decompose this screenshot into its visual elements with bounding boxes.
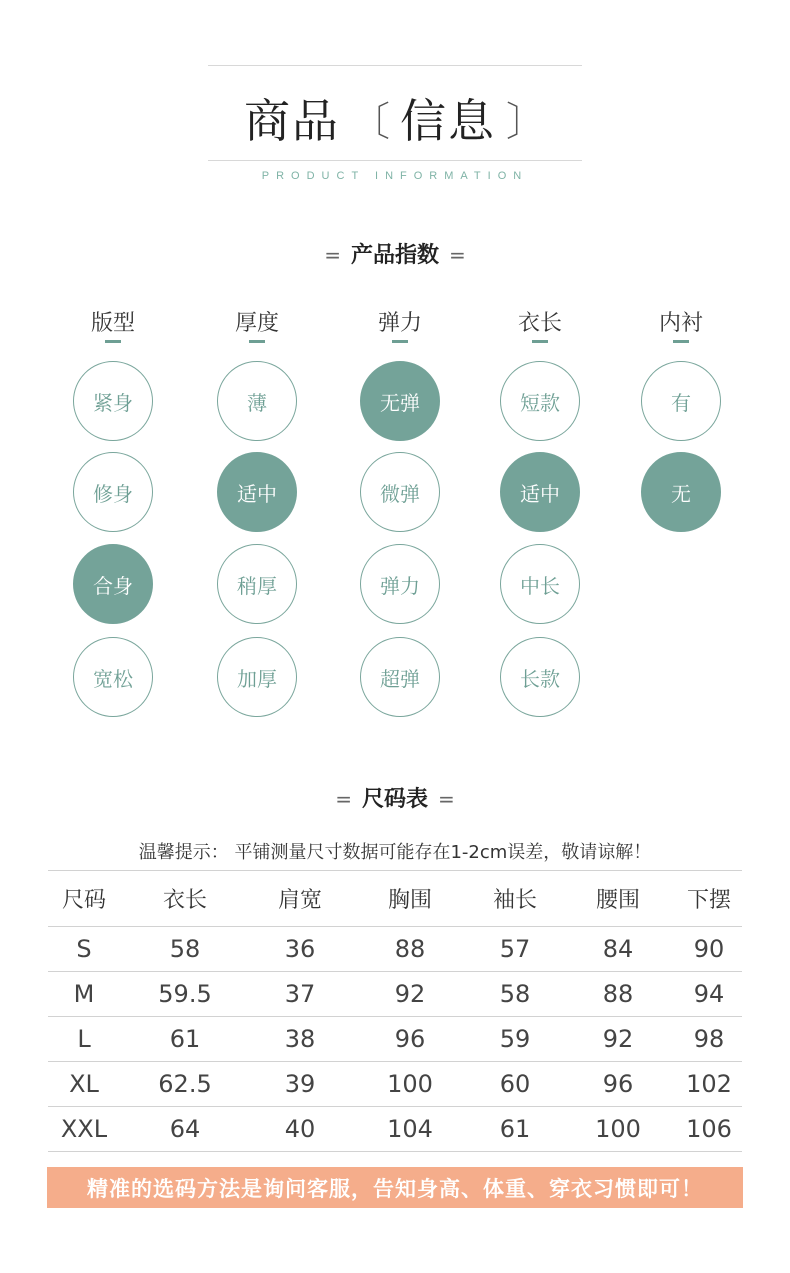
index-option: 紧身 [73, 361, 153, 441]
index-option: 微弹 [360, 452, 440, 532]
index-option: 稍厚 [217, 544, 297, 624]
index-option: 修身 [73, 452, 153, 532]
measurement-cell: 104 [350, 1107, 470, 1152]
index-option: 超弹 [360, 637, 440, 717]
measurement-cell: 100 [350, 1062, 470, 1107]
measurement-cell: 96 [560, 1062, 676, 1107]
measurement-cell: 88 [350, 927, 470, 972]
index-column-label: 版型 [90, 311, 135, 336]
measurement-cell: 38 [250, 1017, 350, 1062]
index-option: 短款 [500, 361, 580, 441]
measurement-cell: 98 [676, 1017, 742, 1062]
size-table [48, 870, 742, 1152]
page-title [0, 88, 790, 148]
table-row [48, 1107, 742, 1152]
index-column-underline [249, 340, 265, 343]
table-row [48, 1017, 742, 1062]
measurement-cell: 61 [120, 1017, 250, 1062]
index-option-selected: 适中 [217, 452, 297, 532]
measurement-tip: 温馨提示： 平铺测量尺寸数据可能存在1-2cm误差，敬请谅解！ [138, 842, 652, 863]
measurement-cell: 106 [676, 1107, 742, 1152]
measurement-cell: 59.5 [120, 972, 250, 1017]
measurement-cell: 39 [250, 1062, 350, 1107]
measurement-cell: 57 [470, 927, 560, 972]
size-advice-banner: 精准的选码方法是询问客服，告知身高、体重、穿衣习惯即可！ [47, 1167, 743, 1208]
index-option-selected: 合身 [73, 544, 153, 624]
index-column-underline [532, 340, 548, 343]
index-option: 长款 [500, 637, 580, 717]
index-column-label: 厚度 [234, 311, 279, 336]
title-right: 信息 [400, 94, 496, 148]
size-label-cell: XL [48, 1062, 120, 1107]
index-option: 宽松 [73, 637, 153, 717]
measurement-cell: 102 [676, 1062, 742, 1107]
table-header-cell: 尺码 [48, 871, 120, 927]
index-column-label: 弹力 [377, 311, 422, 336]
table-header-cell: 胸围 [350, 871, 470, 927]
index-column-underline [105, 340, 121, 343]
page-subtitle: PRODUCT INFORMATION [261, 170, 529, 182]
measurement-cell: 62.5 [120, 1062, 250, 1107]
header-top-line [208, 65, 582, 66]
measurement-cell: 61 [470, 1107, 560, 1152]
measurement-cell: 64 [120, 1107, 250, 1152]
measurement-cell: 92 [560, 1017, 676, 1062]
index-column-underline [673, 340, 689, 343]
size-label-cell: L [48, 1017, 120, 1062]
index-option-selected: 无 [641, 452, 721, 532]
table-header-cell: 袖长 [470, 871, 560, 927]
measurement-cell: 90 [676, 927, 742, 972]
measurement-cell: 59 [470, 1017, 560, 1062]
index-column-label: 衣长 [517, 311, 562, 336]
table-header-cell: 肩宽 [250, 871, 350, 927]
index-option: 中长 [500, 544, 580, 624]
bracket-open: 〔 [350, 98, 390, 145]
header-bottom-line [208, 160, 582, 161]
index-option-selected: 无弹 [360, 361, 440, 441]
table-header-cell: 腰围 [560, 871, 676, 927]
measurement-cell: 92 [350, 972, 470, 1017]
index-option-selected: 适中 [500, 452, 580, 532]
table-row [48, 972, 742, 1017]
size-label-cell: M [48, 972, 120, 1017]
measurement-cell: 60 [470, 1062, 560, 1107]
size-heading: = 尺码表 = [335, 787, 455, 812]
index-column-underline [392, 340, 408, 343]
size-label-cell: XXL [48, 1107, 120, 1152]
index-option: 有 [641, 361, 721, 441]
measurement-cell: 58 [470, 972, 560, 1017]
measurement-cell: 84 [560, 927, 676, 972]
table-row [48, 1062, 742, 1107]
table-header-cell: 下摆 [676, 871, 742, 927]
index-heading: = 产品指数 = [324, 243, 466, 268]
measurement-cell: 58 [120, 927, 250, 972]
measurement-cell: 37 [250, 972, 350, 1017]
measurement-cell: 40 [250, 1107, 350, 1152]
table-header-cell: 衣长 [120, 871, 250, 927]
size-label-cell: S [48, 927, 120, 972]
measurement-cell: 94 [676, 972, 742, 1017]
index-column-label: 内衬 [658, 311, 703, 336]
measurement-cell: 96 [350, 1017, 470, 1062]
index-option: 弹力 [360, 544, 440, 624]
bracket-close: 〕 [506, 98, 546, 145]
index-option: 加厚 [217, 637, 297, 717]
table-header-row [48, 871, 742, 927]
measurement-cell: 36 [250, 927, 350, 972]
table-row [48, 927, 742, 972]
measurement-cell: 100 [560, 1107, 676, 1152]
title-left: 商品 [244, 94, 340, 148]
measurement-cell: 88 [560, 972, 676, 1017]
index-option: 薄 [217, 361, 297, 441]
